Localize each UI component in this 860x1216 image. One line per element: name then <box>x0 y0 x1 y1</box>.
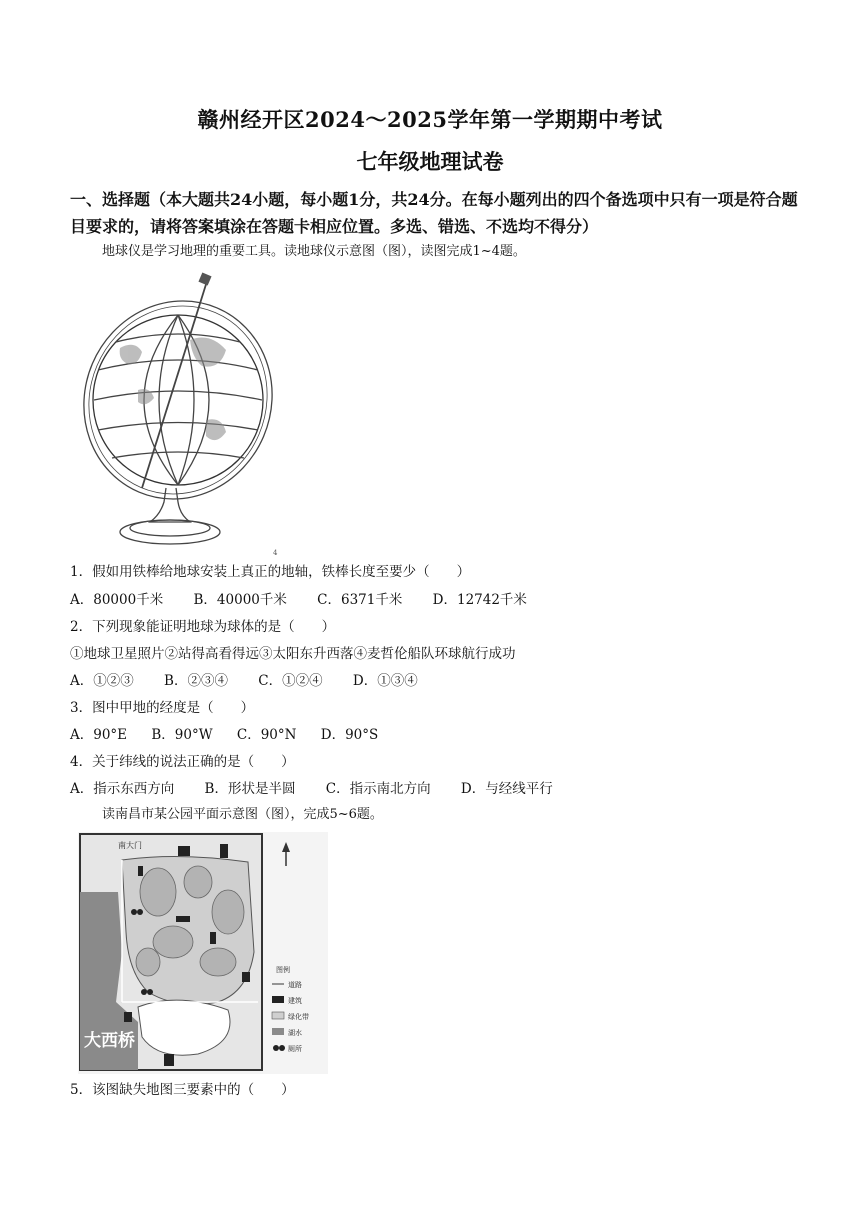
question-1-stem: 1．假如用铁棒给地球安装上真正的地轴，铁棒长度至要少（ ） <box>70 564 471 580</box>
figure-mark: 4 <box>273 549 278 557</box>
q3-option-b: B．90°W <box>151 727 213 743</box>
q4-option-b: B．形状是半圆 <box>204 781 296 797</box>
q1-option-b: B．40000千米 <box>193 592 287 608</box>
legend-item-road: 道路 <box>288 981 302 989</box>
legend-item-toilet: 厕所 <box>288 1045 302 1053</box>
q4-option-d: D．与经线平行 <box>460 781 553 797</box>
question-4-options <box>70 780 579 798</box>
exam-subtitle: 七年级地理试卷 <box>356 149 504 174</box>
legend-item-greenbelt: 绿化带 <box>288 1013 309 1021</box>
q3-option-c: C．90°N <box>236 727 297 743</box>
question-3-stem: 3．图中甲地的经度是（ ） <box>70 700 255 716</box>
question-3-options <box>70 726 398 744</box>
legend-item-lake: 湖水 <box>288 1029 302 1037</box>
globe-illustration <box>80 270 280 555</box>
question-2-statements: ①地球卫星照片②站得高看得远③太阳东升西落④麦哲伦船队环球航行成功 <box>70 646 516 662</box>
park-map <box>78 832 328 1074</box>
section-heading: 一、选择题（本大题共24小题，每小题1分，共24分。在每小题列出的四个备选项中只有一项是符合题目要求的，请将答案填涂在答题卡相应位置。多选、错选、不选均不得分） <box>70 190 798 236</box>
gate-label: 南大门 <box>118 841 142 850</box>
q3-option-a: A．90°E <box>70 727 128 743</box>
legend-item-building: 建筑 <box>288 997 302 1005</box>
question-1-options <box>70 591 553 609</box>
q1-option-a: A．80000千米 <box>70 592 164 608</box>
q2-option-a: A．①②③ <box>70 673 134 689</box>
question-2-stem: 2．下列现象能证明地球为球体的是（ ） <box>70 619 336 635</box>
group1-intro: 地球仪是学习地理的重要工具。读地球仪示意图（图），读图完成1~4题。 <box>102 244 526 259</box>
bridge-label: 大西桥 <box>84 1031 135 1051</box>
question-2-options <box>70 672 444 690</box>
question-4-stem: 4．关于纬线的说法正确的是（ ） <box>70 754 295 770</box>
q4-option-c: C．指示南北方向 <box>325 781 431 797</box>
park-map-figure <box>78 832 328 1074</box>
q2-option-d: D．①③④ <box>352 673 418 689</box>
q3-option-d: D．90°S <box>320 727 379 743</box>
question-5-stem: 5．该图缺失地图三要素中的（ ） <box>70 1082 295 1098</box>
globe-figure <box>80 270 280 555</box>
exam-title: 赣州经开区2024～2025学年第一学期期中考试 <box>197 107 663 132</box>
q1-option-d: D．12742千米 <box>432 592 527 608</box>
legend-title: 图例 <box>276 966 290 974</box>
q2-option-b: B．②③④ <box>164 673 228 689</box>
group2-intro: 读南昌市某公园平面示意图（图），完成5~6题。 <box>102 807 383 822</box>
q4-option-a: A．指示东西方向 <box>70 781 175 797</box>
q2-option-c: C．①②④ <box>258 673 323 689</box>
q1-option-c: C．6371千米 <box>317 592 403 608</box>
